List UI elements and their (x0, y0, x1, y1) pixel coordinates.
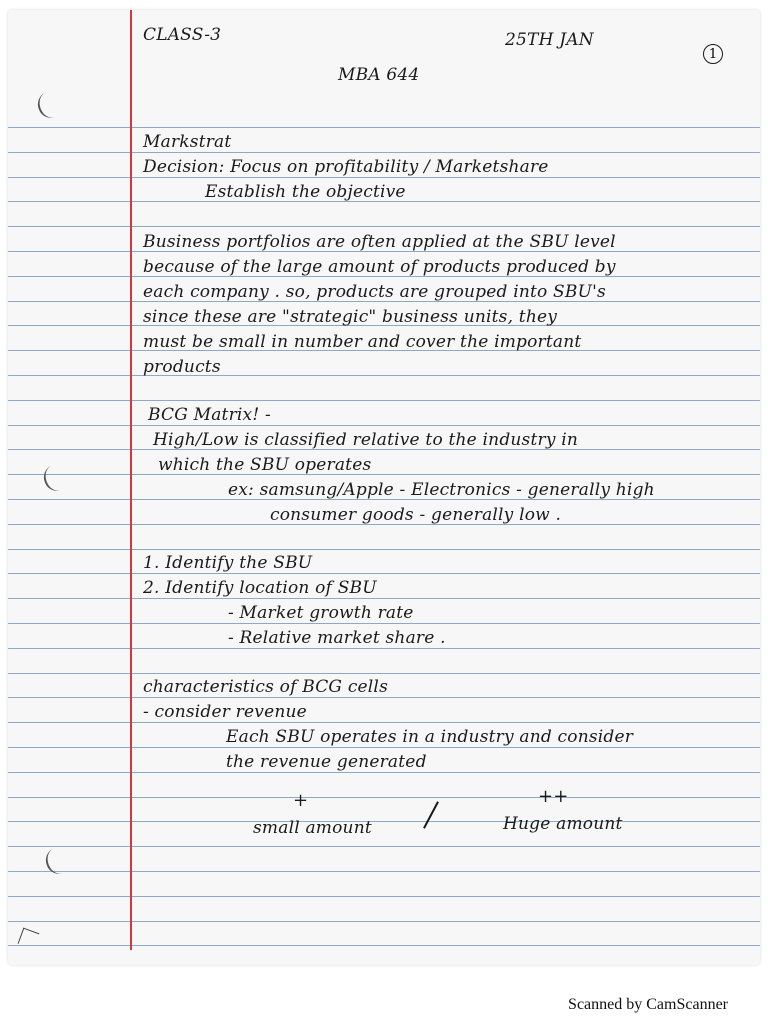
plus-symbol: + (293, 790, 309, 811)
ruled-line (8, 772, 760, 773)
ruled-line (8, 921, 760, 922)
note-line: - Market growth rate (228, 603, 414, 623)
note-line: must be small in number and cover the important (143, 332, 582, 352)
double-plus-symbol: ++ (538, 786, 569, 807)
ruled-line (8, 623, 760, 624)
torn-corner-mark (18, 928, 40, 950)
ruled-line (8, 573, 760, 574)
ruled-line (8, 177, 760, 178)
note-line: Huge amount (503, 814, 623, 834)
note-line: Business portfolios are often applied at the SBU level (143, 232, 616, 252)
ruled-line (8, 598, 760, 599)
note-line: - consider revenue (143, 702, 307, 722)
note-line: which the SBU operates (158, 455, 372, 475)
ruled-line (8, 673, 760, 674)
ruled-line (8, 697, 760, 698)
note-line: each company . so, products are grouped into SBU's (143, 282, 606, 302)
note-line: BCG Matrix! - (148, 405, 271, 425)
note-line: products (143, 357, 221, 377)
note-line: ex: samsung/Apple - Electronics - generally high (228, 480, 655, 500)
ruled-line (8, 945, 760, 946)
note-line: Markstrat (143, 132, 232, 152)
ruled-line (8, 425, 760, 426)
course-label: MBA 644 (338, 65, 420, 85)
slash-divider (423, 801, 439, 828)
punch-hole (34, 89, 65, 122)
note-line: Each SBU operates in a industry and consider (226, 727, 634, 747)
note-line: Decision: Focus on profitability / Marketshare (143, 157, 549, 177)
note-line: because of the large amount of products produced by (143, 257, 616, 277)
note-line: 2. Identify location of SBU (143, 578, 377, 598)
note-line: small amount (253, 818, 372, 838)
note-line: Establish the objective (205, 182, 406, 202)
ruled-line (8, 648, 760, 649)
ruled-line (8, 846, 760, 847)
punch-hole (40, 462, 71, 495)
note-line: High/Low is classified relative to the industry in (153, 430, 579, 450)
ruled-line (8, 821, 760, 822)
ruled-line (8, 152, 760, 153)
note-line: characteristics of BCG cells (143, 677, 388, 697)
note-line: 1. Identify the SBU (143, 553, 313, 573)
ruled-line (8, 896, 760, 897)
date-label: 25TH JAN (505, 30, 594, 50)
notebook-page (8, 10, 760, 965)
ruled-line (8, 474, 760, 475)
page-number: 1 (703, 44, 723, 64)
note-line: consumer goods - generally low . (270, 505, 562, 525)
ruled-line (8, 549, 760, 550)
ruled-line (8, 797, 760, 798)
note-line: since these are "strategic" business units, they (143, 307, 558, 327)
ruled-line (8, 226, 760, 227)
ruled-line (8, 871, 760, 872)
ruled-line (8, 400, 760, 401)
scanner-watermark: Scanned by CamScanner (568, 996, 728, 1013)
class-label: CLASS-3 (143, 25, 222, 45)
ruled-line (8, 747, 760, 748)
ruled-line (8, 375, 760, 376)
punch-hole (42, 845, 73, 878)
ruled-line (8, 722, 760, 723)
note-line: the revenue generated (226, 752, 427, 772)
note-line: - Relative market share . (228, 628, 446, 648)
margin-line (130, 10, 132, 950)
ruled-line (8, 127, 760, 128)
